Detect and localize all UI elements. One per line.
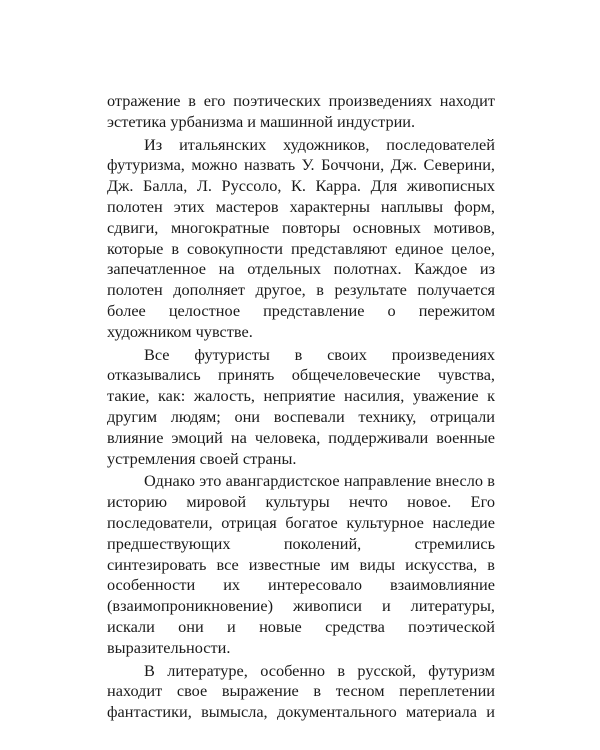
paragraph-1: отражение в его поэтических произведениях находит эстетика урбанизма и машинной индустрии. xyxy=(107,91,495,131)
paragraph-3: Все футуристы в своих произведениях отказывались принять общечеловеческие чувства, такие, как: жалость, неприятие насилия, уважение к другим людям; они воспевали технику, отрицали влияние эмоций на человека, поддерживали военные устремления своей страны. xyxy=(107,344,495,468)
paragraph-5: В литературе, особенно в русской, футуризм находит свое выражение в тесном переплетении фантастики, вымысла, документального материала и xyxy=(107,660,495,722)
document-page xyxy=(107,91,495,723)
paragraph-2: Из итальянских художников, последователей футуризма, можно назвать У. Боччони, Дж. Северини, Дж. Балла, Л. Руссоло, К. Карра. Для живописных полотен этих мастеров характерны наплывы форм, сдвиги, многократные повторы основных мотивов, которые в совокупности представляют единое целое, запечатленное на отдельных полотнах. Каждое из полотен дополняет другое, в результате получается более целостное представление о пережитом художником чувстве. xyxy=(107,134,495,341)
paragraph-4: Однако это авангардистское направление внесло в историю мировой культуры нечто новое. Его последователи, отрицая богатое культурное наследие предшествующих поколений, стремились синтезировать все известные им виды искусства, в особенности их интересовало взаимовлияние (взаимопроникновение) живописи и литературы, искали они и новые средства поэтической выразительности. xyxy=(107,471,495,657)
